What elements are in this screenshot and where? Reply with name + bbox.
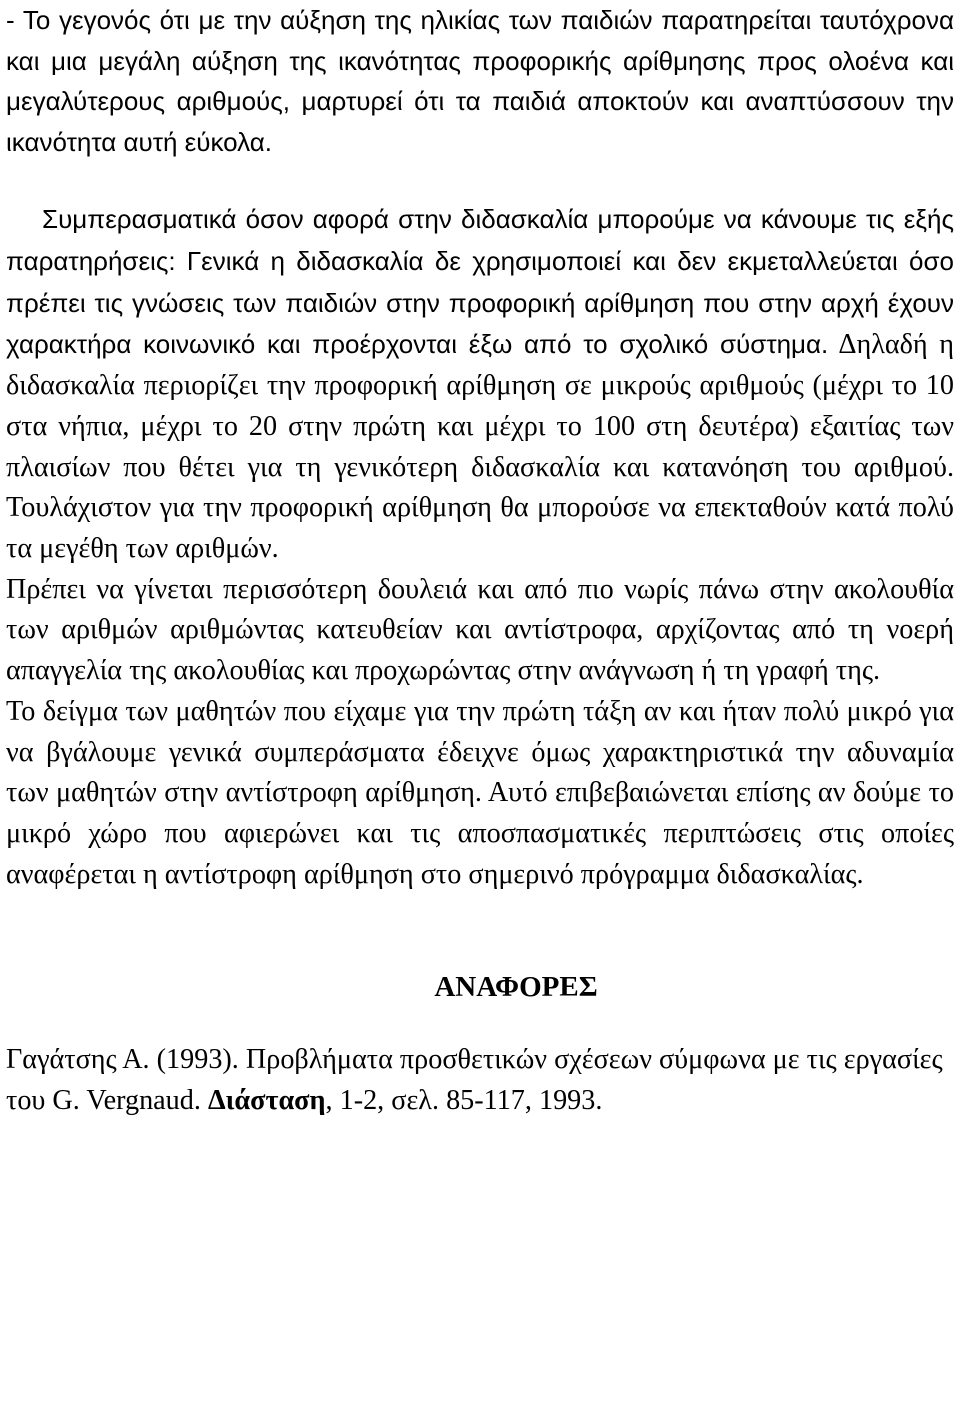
paragraph-intro: - Το γεγονός ότι με την αύξηση της ηλικίας των παιδιών παρατηρείται ταυτόχρονα και μια μεγάλη αύξηση της ικανότητας προφορικής αρίθμησης προς ολοένα και μεγαλύτερους αριθμούς, μαρτυρεί ότι τα παιδιά αποκτούν και αναπτύσσουν την ικανότητα αυτή εύκολα. bbox=[6, 5, 954, 157]
paragraph-conclusion-part-2: Δηλαδή η διδασκαλία περιορίζει την προφορική αρίθμηση σε μικρούς αριθμούς (μέχρι το 10 στα νήπια, μέχρι το 20 στην πρώτη και μέχρι το 100 στη δευτέρα) εξαιτίας των πλαισίων που θέτει για τη γενικότερη διδασκαλία και κατανόηση του αριθμού. Τουλάχιστον για την προφορική αρίθμηση θα μπορούσε να επεκταθούν κατά πολύ τα μεγέθη των αριθμών. bbox=[6, 329, 954, 564]
reference-details: , 1-2, σελ. 85-117, 1993. bbox=[325, 1085, 603, 1117]
document-page bbox=[6, 0, 954, 1122]
paragraph-sample: Το δείγμα των μαθητών που είχαμε για την πρώτη τάξη αν και ήταν πολύ μικρό για να βγάλουμε γενικά συμπεράσματα έδειχνε όμως χαρακτηριστικά την αδυναμία των μαθητών στην αντίστροφη αρίθμηση. Αυτό επιβεβαιώνεται επίσης αν δούμε το μικρό χώρο που αφιερώνει και τις αποσπασματικές περιπτώσεις στις οποίες αναφέρεται η αντίστροφη αρίθμηση στο σημερινό πρόγραμμα διδασκαλίας. bbox=[6, 695, 954, 890]
references-heading: ΑΝΑΦΟΡΕΣ bbox=[434, 971, 598, 1004]
reference-journal: Διάσταση bbox=[207, 1085, 326, 1117]
paragraph-conclusion bbox=[6, 199, 954, 569]
paragraph-conclusion-part-1: Συμπερασματικά όσον αφορά στην διδασκαλία μπορούμε να κάνουμε τις εξής παρατηρήσεις: Γενικά η διδασκαλία δε χρησιμοποιεί και δεν εκμεταλλεύεται όσο πρέπει τις γνώσεις των παιδιών στην προφορική αρίθμηση που στην αρχή έχουν χαρακτήρα κοινωνικό και προέρχονται έξω από το σχολικό σύστημα. bbox=[6, 204, 954, 360]
paragraph-more-work: Πρέπει να γίνεται περισσότερη δουλειά και από πιο νωρίς πάνω στην ακολουθία των αριθμών αριθμώντας κατευθείαν και αντίστροφα, αρχίζοντας από τη νοερή απαγγελία της ακολουθίας και προχωρώντας στην ανάγνωση ή τη γραφή της. bbox=[6, 573, 954, 687]
reference-text: Γαγάτσης Α. (1993). Προβλήματα προσθετικών σχέσεων σύμφωνα με τις εργασίες του G. Vergnaud. bbox=[6, 1044, 943, 1117]
reference-item bbox=[6, 1040, 954, 1121]
